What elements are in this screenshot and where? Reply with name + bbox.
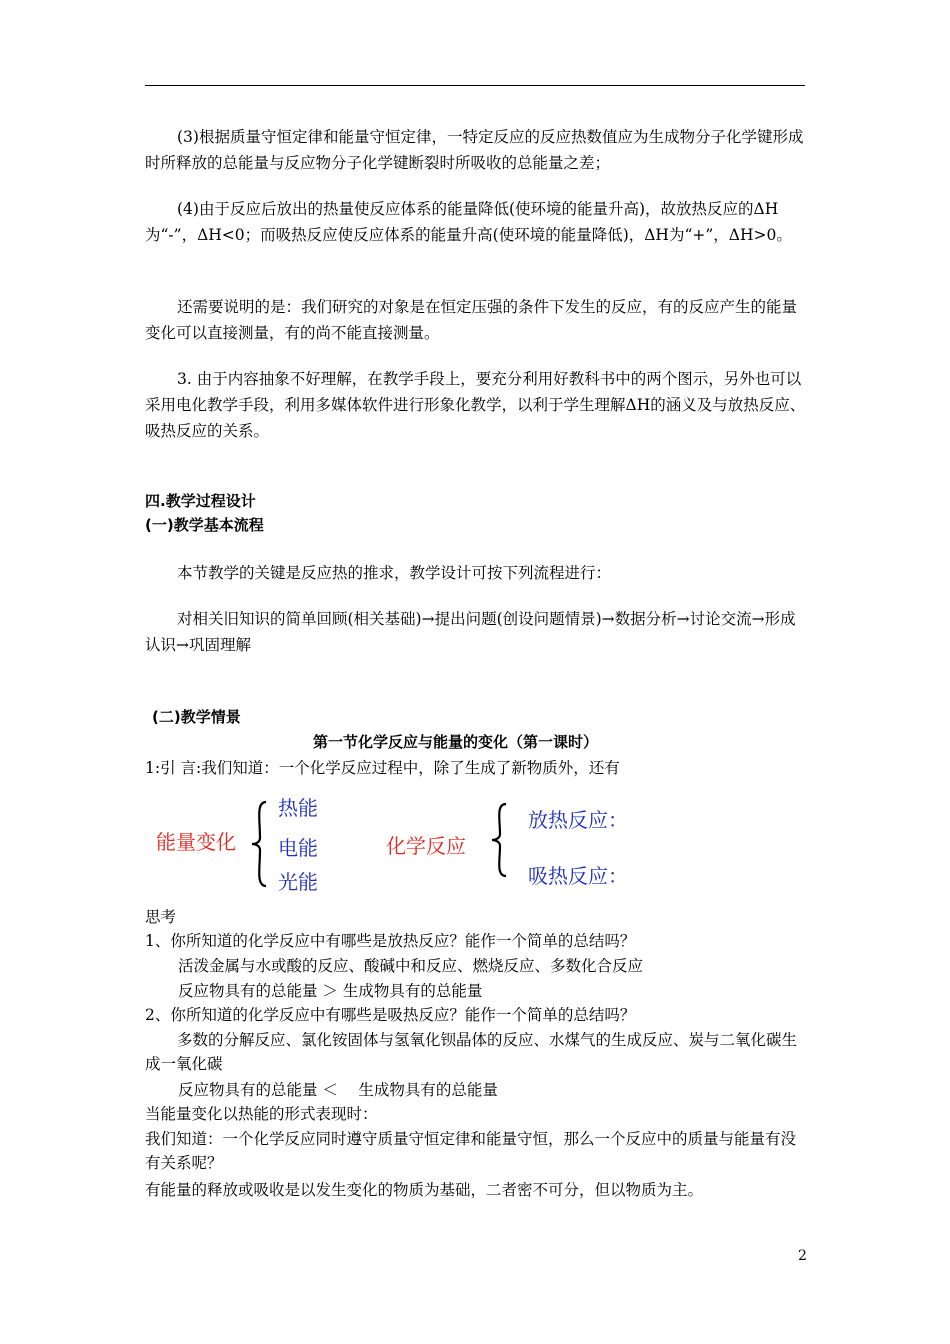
light-energy-label: 光能 (278, 870, 318, 894)
answer-2: 多数的分解反应、氯化铵固体与氢氧化钡晶体的反应、水煤气的生成反应、炭与二氧化碳生成一氧化碳 (145, 1031, 798, 1073)
answer-1-energy: 反应物具有的总能量 ＞ 生成物具有的总能量 (178, 982, 483, 1000)
paragraph-4: (4)由于反应后放出的热量使反应体系的能量降低(使环境的能量升高)，故放热反应的ΔH为“-”，ΔH<0；而吸热反应使反应体系的能量升高(使环境的能量降低)，ΔH为“+”，ΔH>0。 (145, 200, 792, 244)
energy-diagram (150, 788, 670, 898)
paragraph-3: (3)根据质量守恒定律和能量守恒定律，一特定反应的反应热数值应为生成物分子化学键形成时所释放的总能量与反应物分子化学键断裂时所吸收的总能量之差； (145, 128, 804, 172)
page-number: 2 (798, 1248, 807, 1264)
question-1: 1、你所知道的化学反应中有哪些是放热反应？能作一个简单的总结吗？ (145, 932, 636, 950)
lesson-title: 第一节化学反应与能量的变化（第一课时） (313, 733, 599, 751)
answer-2-energy: 反应物具有的总能量 ＜ 生成物具有的总能量 (178, 1081, 498, 1099)
header-rule (145, 85, 805, 86)
heat-form-line: 当能量变化以热能的形式表现时： (145, 1105, 378, 1123)
flow-steps: 对相关旧知识的简单回顾(相关基础)→提出问题(创设问题情景)→数据分析→讨论交流→形成认识→巩固理解 (145, 610, 796, 654)
endothermic-label: 吸热反应： (528, 864, 628, 888)
flow-intro: 本节教学的关键是反应热的推求，教学设计可按下列流程进行： (177, 564, 612, 582)
section-title: 四.教学过程设计 (145, 492, 256, 510)
energy-change-label: 能量变化 (156, 830, 236, 854)
question-2: 2、你所知道的化学反应中有哪些是吸热反应？能作一个简单的总结吗？ (145, 1006, 636, 1024)
paragraph-note: 还需要说明的是：我们研究的对象是在恒定压强的条件下发生的反应，有的反应产生的能量变化可以直接测量，有的尚不能直接测量。 (145, 298, 798, 342)
mass-energy-question: 我们知道：一个化学反应同时遵守质量守恒定律和能量守恒，那么一个反应中的质量与能量有没有关系呢？ (145, 1130, 797, 1172)
electric-energy-label: 电能 (278, 836, 318, 860)
subsection-title-1: (一)教学基本流程 (145, 516, 264, 534)
exothermic-label: 放热反应： (528, 808, 628, 832)
intro-line: 1:引 言:我们知道：一个化学反应过程中，除了生成了新物质外，还有 (145, 759, 620, 777)
subsection-title-2: (二)教学情景 (152, 708, 241, 726)
conclusion-line: 有能量的释放或吸收是以发生变化的物质为基础，二者密不可分，但以物质为主。 (145, 1181, 704, 1199)
paragraph-point-3: 3. 由于内容抽象不好理解，在教学手段上，要充分利用好教科书中的两个图示，另外也可以采用电化教学手段，利用多媒体软件进行形象化教学，以利于学生理解ΔH的涵义及与放热反应、吸热反应的关系。 (145, 370, 806, 440)
answer-1: 活泼金属与水或酸的反应、酸碱中和反应、燃烧反应、多数化合反应 (178, 957, 644, 975)
chemical-reaction-label: 化学反应 (386, 834, 466, 858)
right-brace-icon (490, 802, 510, 878)
think-label: 思考 (145, 908, 177, 926)
left-brace-icon (250, 800, 270, 888)
heat-energy-label: 热能 (278, 796, 318, 820)
